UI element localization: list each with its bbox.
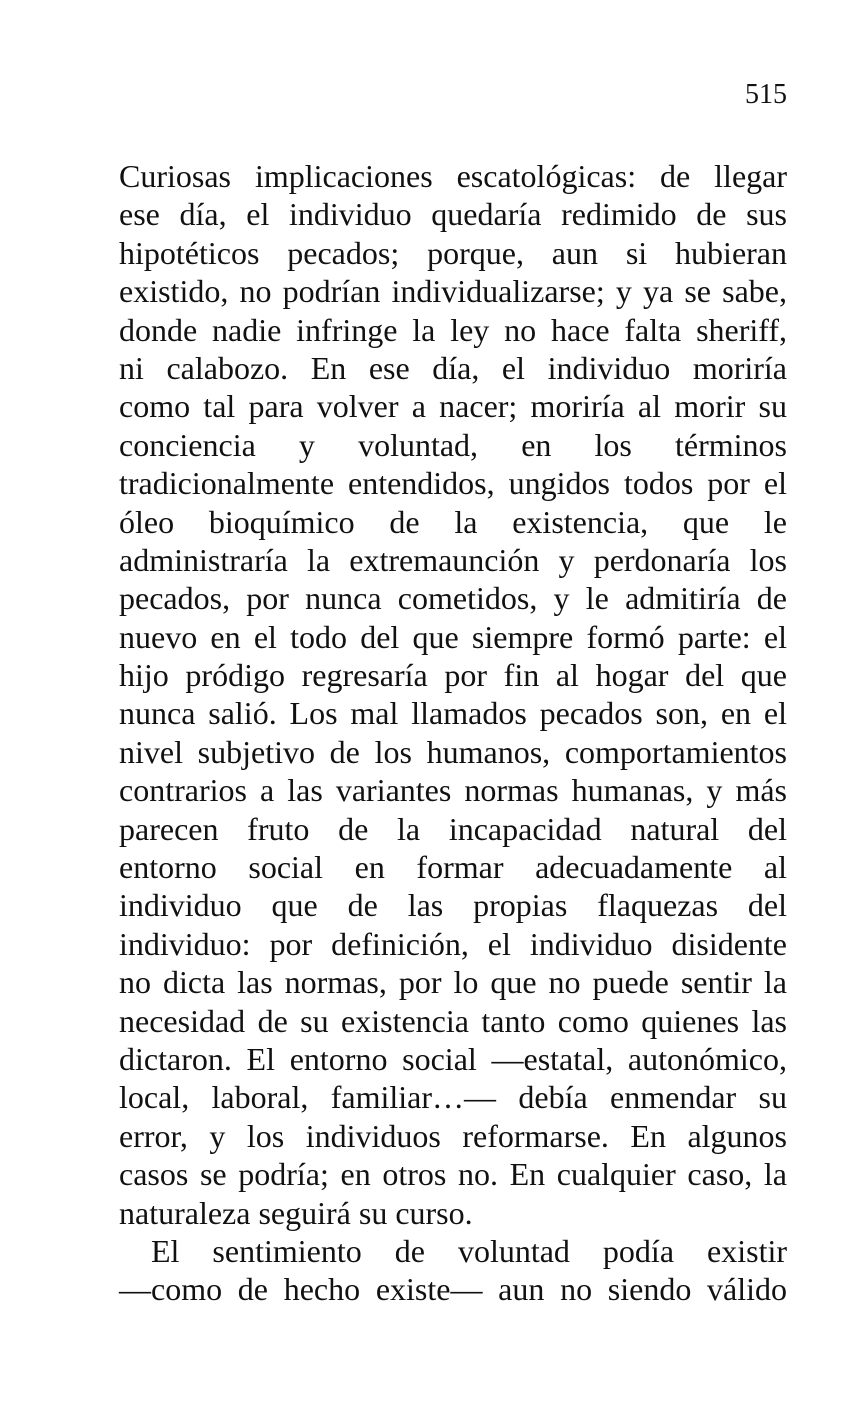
paragraph-1 [119, 157, 787, 1232]
text-line: local, laboral, familiar…— debía enmendar su [119, 1079, 787, 1116]
text-line: ese día, el individuo quedaría redimido de sus [119, 196, 787, 233]
text-line: —como de hecho existe— aun no siendo válido [119, 1271, 787, 1308]
text-line: existido, no podrían individualizarse; y ya se sabe, [119, 273, 787, 310]
text-line: individuo que de las propias flaquezas del [119, 887, 787, 924]
text-line: no dicta las normas, por lo que no puede sentir la [119, 964, 787, 1001]
text-line: hijo pródigo regresaría por fin al hogar del que [119, 657, 787, 694]
text-line: donde nadie infringe la ley no hace falta sheriff, [119, 311, 787, 348]
page-number: 515 [745, 79, 787, 110]
text-line: como tal para volver a nacer; moriría al morir su [119, 388, 787, 425]
text-line: nivel subjetivo de los humanos, comportamientos [119, 733, 787, 770]
text-line: óleo bioquímico de la existencia, que le [119, 503, 787, 540]
text-line: contrarios a las variantes normas humanas, y más [119, 772, 787, 809]
body-text [119, 157, 787, 1309]
text-line: necesidad de su existencia tanto como quienes las [119, 1002, 787, 1039]
text-line: nuevo en el todo del que siempre formó parte: el [119, 618, 787, 655]
text-line: individuo: por definición, el individuo disidente [119, 925, 787, 962]
text-line: parecen fruto de la incapacidad natural del [119, 810, 787, 847]
text-line: dictaron. El entorno social —estatal, autonómico, [119, 1040, 787, 1077]
text-line: pecados, por nunca cometidos, y le admitiría de [119, 580, 787, 617]
text-line: naturaleza seguirá su curso. [119, 1194, 473, 1231]
text-line: nunca salió. Los mal llamados pecados son, en el [119, 695, 787, 732]
text-line: administraría la extremaunción y perdonaría los [119, 541, 787, 578]
text-line: Curiosas implicaciones escatológicas: de llegar [119, 158, 787, 194]
paragraph-2 [119, 1232, 787, 1309]
text-line: El sentimiento de voluntad podía existir [151, 1232, 787, 1269]
text-line: error, y los individuos reformarse. En algunos [119, 1117, 787, 1154]
text-line: ni calabozo. En ese día, el individuo moriría [119, 349, 787, 386]
text-line: entorno social en formar adecuadamente al [119, 849, 787, 886]
text-line: conciencia y voluntad, en los términos [119, 426, 787, 463]
text-line: hipotéticos pecados; porque, aun si hubieran [119, 234, 787, 271]
text-line: casos se podría; en otros no. En cualquier caso, la [119, 1156, 787, 1193]
text-line: tradicionalmente entendidos, ungidos todos por el [119, 465, 787, 502]
